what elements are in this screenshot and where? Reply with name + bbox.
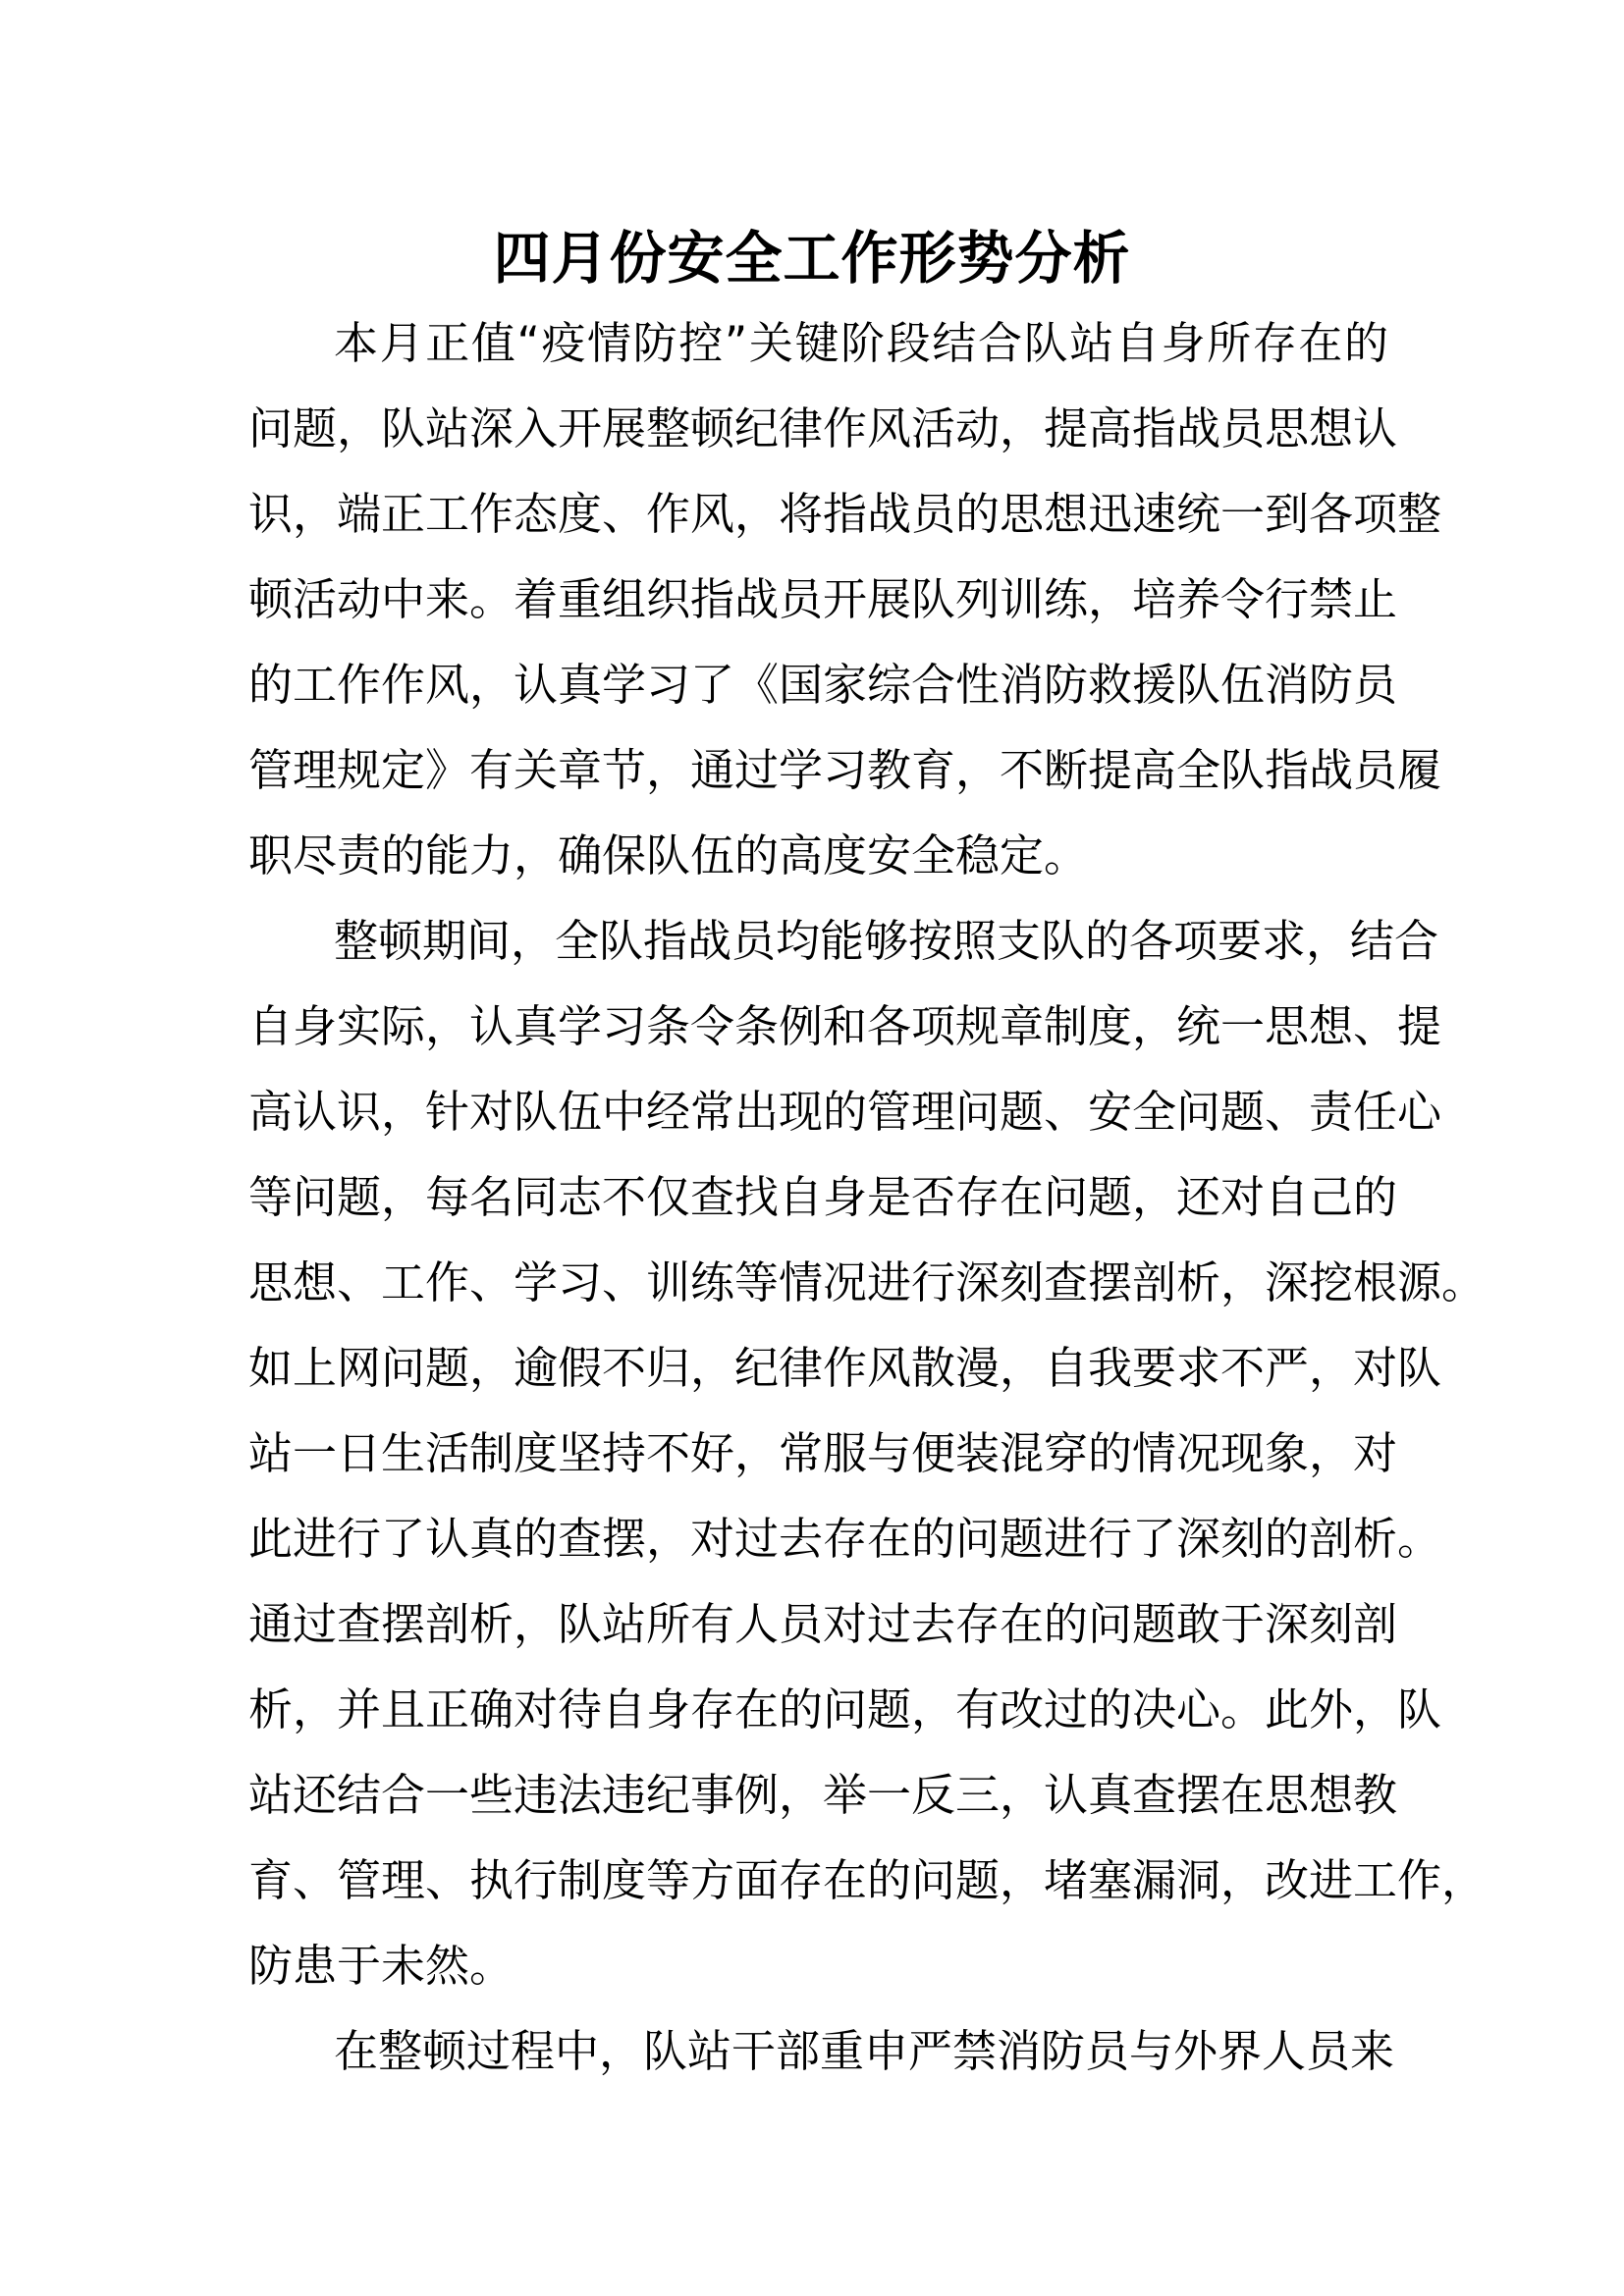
- paragraph-1-line: 识，端正工作态度、作风，将指战员的思想迅速统一到各项整: [248, 488, 1442, 540]
- paragraph-1-line: 的工作作风，认真学习了《国家综合性消防救援队伍消防员: [248, 659, 1398, 711]
- paragraph-2-line: 防患于未然。: [248, 1940, 514, 1992]
- paragraph-2-line: 自身实际，认真学习条令条例和各项规章制度，统一思想、提: [248, 1000, 1442, 1052]
- paragraph-2-line: 高认识，针对队伍中经常出现的管理问题、安全问题、责任心: [248, 1086, 1442, 1138]
- paragraph-1-line: 职尽责的能力，确保队伍的高度安全稳定。: [248, 829, 1089, 881]
- paragraph-2-line: 通过查摆剖析，队站所有人员对过去存在的问题敢于深刻剖: [248, 1598, 1398, 1650]
- paragraph-1-line: 本月正值“疫情防控”关键阶段结合队站自身所存在的: [334, 317, 1388, 369]
- paragraph-2-line: 如上网问题，逾假不归，纪律作风散漫，自我要求不严，对队: [248, 1342, 1442, 1394]
- paragraph-3-line: 在整顿过程中，队站干部重申严禁消防员与外界人员来: [334, 2025, 1395, 2077]
- paragraph-2-line: 析，并且正确对待自身存在的问题，有改过的决心。此外，队: [248, 1683, 1442, 1735]
- paragraph-2-line: 站还结合一些违法违纪事例，举一反三，认真查摆在思想教: [248, 1769, 1398, 1821]
- paragraph-2-line: 此进行了认真的查摆，对过去存在的问题进行了深刻的剖析。: [248, 1513, 1442, 1565]
- paragraph-2-line: 等问题，每名同志不仅查找自身是否存在问题，还对自己的: [248, 1171, 1398, 1223]
- paragraph-1-line: 管理规定》有关章节，通过学习教育，不断提高全队指战员履: [248, 744, 1442, 796]
- paragraph-2-line: 育、管理、执行制度等方面存在的问题，堵塞漏洞，改进工作，: [248, 1854, 1487, 1906]
- document-title: 四月份安全工作形势分析: [493, 225, 1131, 292]
- paragraph-2-line: 整顿期间，全队指战员均能够按照支队的各项要求，结合: [334, 915, 1439, 967]
- paragraph-2-line: 站一日生活制度坚持不好，常服与便装混穿的情况现象，对: [248, 1427, 1398, 1479]
- paragraph-1-line: 问题，队站深入开展整顿纪律作风活动，提高指战员思想认: [248, 402, 1398, 454]
- paragraph-2-line: 思想、工作、学习、训练等情况进行深刻查摆剖析，深挖根源。: [248, 1256, 1487, 1308]
- paragraph-1-line: 顿活动中来。着重组织指战员开展队列训练，培养令行禁止: [248, 573, 1398, 625]
